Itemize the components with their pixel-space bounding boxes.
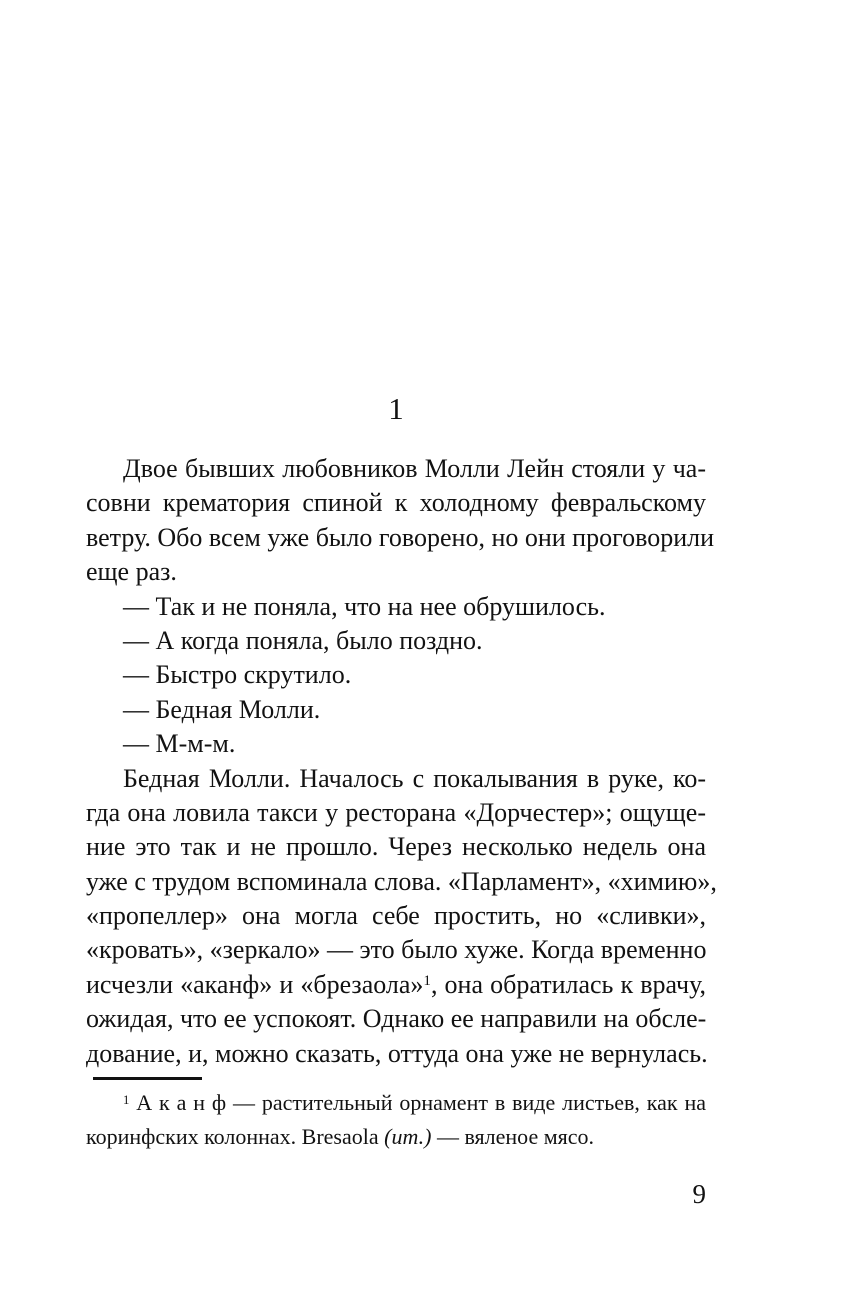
footnote-text: А к а н ф — растительный орнамент в виде листьев, как на — [129, 1090, 706, 1115]
paragraph-line: дование, и, можно сказать, оттуда она уже не вернулась. — [86, 1038, 708, 1068]
paragraph-line: Двое бывших любовников Молли Лейн стояли у ча- — [123, 454, 706, 483]
footnote-reference: 1 — [423, 973, 431, 990]
paragraph-line: «кровать», «зеркало» — это было хуже. Когда временно — [86, 935, 707, 965]
dialogue-line: — Так и не поняла, что на нее обрушилось. — [123, 591, 606, 621]
paragraph-text: , она обратилась к врачу, — [430, 969, 706, 999]
paragraph-text: исчезли «аканф» и «брезаола» — [86, 969, 424, 999]
footnote — [86, 1086, 706, 1154]
page-number: 9 — [692, 1179, 706, 1209]
chapter-heading: 1 — [388, 391, 404, 426]
dialogue-line: — Бедная Молли. — [123, 694, 321, 724]
footnote-line — [86, 1120, 706, 1154]
footnote-text: — вяленое мясо. — [431, 1124, 595, 1149]
paragraph-line: ние это так и не прошло. Через несколько недель она — [86, 832, 706, 862]
footnote-language-label: (ит.) — [384, 1124, 432, 1149]
paragraph-line: «пропеллер» она могла себе простить, но «сливки», — [86, 901, 706, 931]
text-column — [86, 452, 717, 1071]
dialogue-line: — М-м-м. — [123, 729, 236, 759]
footnote-marker: 1 — [123, 1092, 130, 1107]
paragraph-line: Бедная Молли. Началось с покалывания в руке, ко- — [123, 763, 706, 793]
footnote-separator — [93, 1077, 202, 1080]
paragraph-line: совни крематория спиной к холодному февральскому — [86, 488, 706, 518]
paragraph-line: ветру. Обо всем уже было говорено, но они проговорили — [86, 522, 715, 552]
dialogue-line: — А когда поняла, было поздно. — [123, 625, 483, 655]
paragraph-line: уже с трудом вспоминала слова. «Парламент», «химию», — [86, 866, 717, 896]
paragraph-line: еще раз. — [86, 557, 177, 587]
footnote-text: коринфских колоннах. Bresaola — [86, 1124, 385, 1149]
paragraph-line — [86, 968, 706, 1002]
paragraph-line: ожидая, что ее успокоят. Однако ее направили на обсле- — [86, 1004, 707, 1034]
dialogue-line: — Быстро скрутило. — [123, 660, 352, 690]
footnote-line — [86, 1086, 706, 1120]
paragraph-line: гда она ловила такси у ресторана «Дорчестер»; ощуще- — [86, 797, 706, 827]
